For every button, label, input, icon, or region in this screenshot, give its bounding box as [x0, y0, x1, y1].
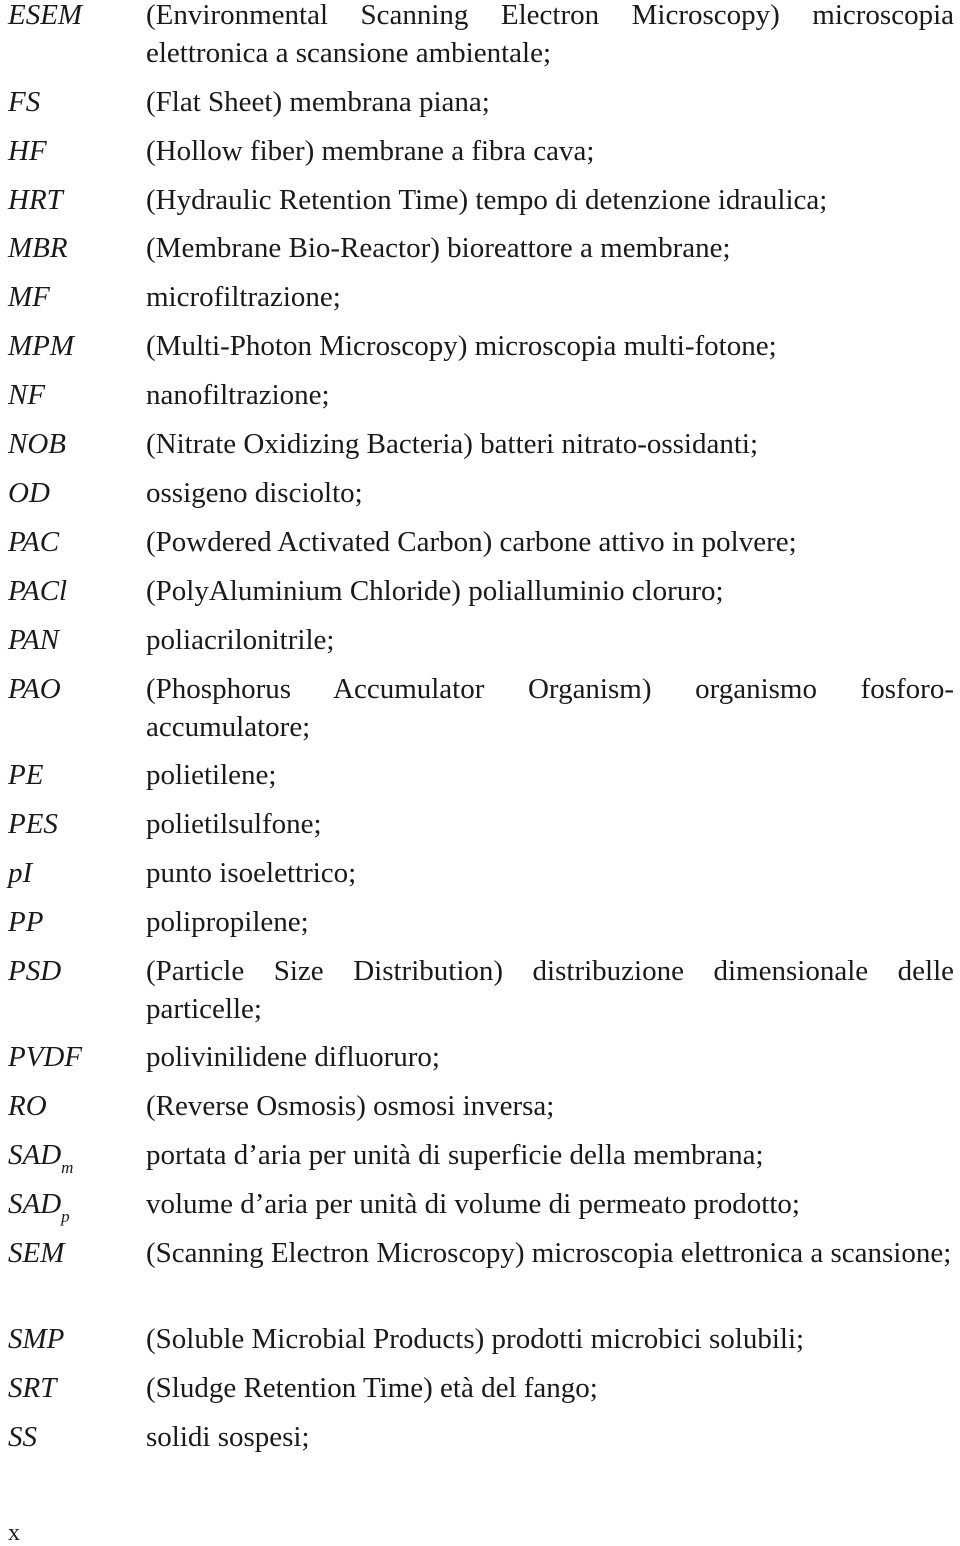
definition: (Powdered Activated Carbon) carbone attivo in polvere;: [146, 526, 797, 558]
definition: (Scanning Electron Microscopy) microscopia elettronica a scansione;: [146, 1237, 952, 1269]
definition: (PolyAluminium Chloride) polialluminio cloruro;: [146, 575, 724, 607]
abbreviation: MBR: [8, 232, 68, 264]
abbreviation: PAC: [8, 526, 60, 558]
abbreviation: SMP: [8, 1323, 65, 1355]
abbreviation: PACl: [8, 575, 68, 607]
abbreviation: ESEM: [8, 0, 83, 31]
abbreviation: MPM: [8, 330, 75, 362]
definition: (Membrane Bio-Reactor) bioreattore a membrane;: [146, 232, 731, 264]
abbreviation: PES: [8, 808, 58, 840]
definition: polivinilidene difluoruro;: [146, 1041, 440, 1073]
definition: microfiltrazione;: [146, 281, 341, 313]
definition: (Soluble Microbial Products) prodotti microbici solubili;: [146, 1323, 805, 1355]
abbreviation: pI: [8, 857, 33, 889]
abbreviation: $SAD_p$: [8, 1188, 70, 1226]
abbreviation: PAO: [8, 673, 61, 705]
abbreviation: PP: [8, 906, 44, 938]
definition: (Flat Sheet) membrana piana;: [146, 86, 490, 118]
definition: (Nitrate Oxidizing Bacteria) batteri nitrato-ossidanti;: [146, 428, 759, 460]
page-number: x: [8, 1520, 20, 1546]
definition: (Sludge Retention Time) età del fango;: [146, 1372, 598, 1404]
definition: polietilsulfone;: [146, 808, 322, 840]
abbreviation: NF: [8, 379, 46, 411]
definition: solidi sospesi;: [146, 1421, 310, 1453]
abbreviation: PSD: [8, 955, 62, 987]
abbreviation: PAN: [8, 624, 60, 656]
definition: (Reverse Osmosis) osmosi inversa;: [146, 1090, 555, 1122]
definition: (Particle Size Distribution) distribuzione dimensionale delle particelle;: [146, 955, 954, 1025]
abbreviation: PVDF: [8, 1041, 83, 1073]
definition: polipropilene;: [146, 906, 309, 938]
definition: (Hydraulic Retention Time) tempo di detenzione idraulica;: [146, 184, 828, 216]
abbreviation: SEM: [8, 1237, 65, 1269]
definition: (Multi-Photon Microscopy) microscopia multi-fotone;: [146, 330, 777, 362]
abbreviation: RO: [8, 1090, 47, 1122]
definition: volume d’aria per unità di volume di permeato prodotto;: [146, 1188, 800, 1220]
abbreviation: OD: [8, 477, 50, 509]
abbreviation: SS: [8, 1421, 37, 1453]
abbreviation: FS: [8, 86, 41, 118]
definition: poliacrilonitrile;: [146, 624, 335, 656]
definition: ossigeno disciolto;: [146, 477, 363, 509]
definition: polietilene;: [146, 759, 277, 791]
abbreviation: NOB: [8, 428, 66, 460]
definition: punto isoelettrico;: [146, 857, 357, 889]
definition: (Environmental Scanning Electron Microscopy) microscopia elettronica a scansione ambientale;: [146, 0, 954, 69]
abbreviation: MF: [8, 281, 50, 313]
definition: (Hollow fiber) membrane a fibra cava;: [146, 135, 595, 167]
abbreviation: $SAD_m$: [8, 1139, 74, 1177]
definition: (Phosphorus Accumulator Organism) organismo fosforo-accumulatore;: [146, 673, 954, 743]
abbreviation: HF: [8, 135, 47, 167]
subscript: p: [61, 1207, 70, 1226]
definition: portata d’aria per unità di superficie della membrana;: [146, 1139, 764, 1171]
abbreviation: HRT: [8, 184, 63, 216]
abbreviation: SRT: [8, 1372, 57, 1404]
subscript: m: [61, 1158, 74, 1177]
abbreviation: PE: [8, 759, 44, 791]
definition: nanofiltrazione;: [146, 379, 330, 411]
